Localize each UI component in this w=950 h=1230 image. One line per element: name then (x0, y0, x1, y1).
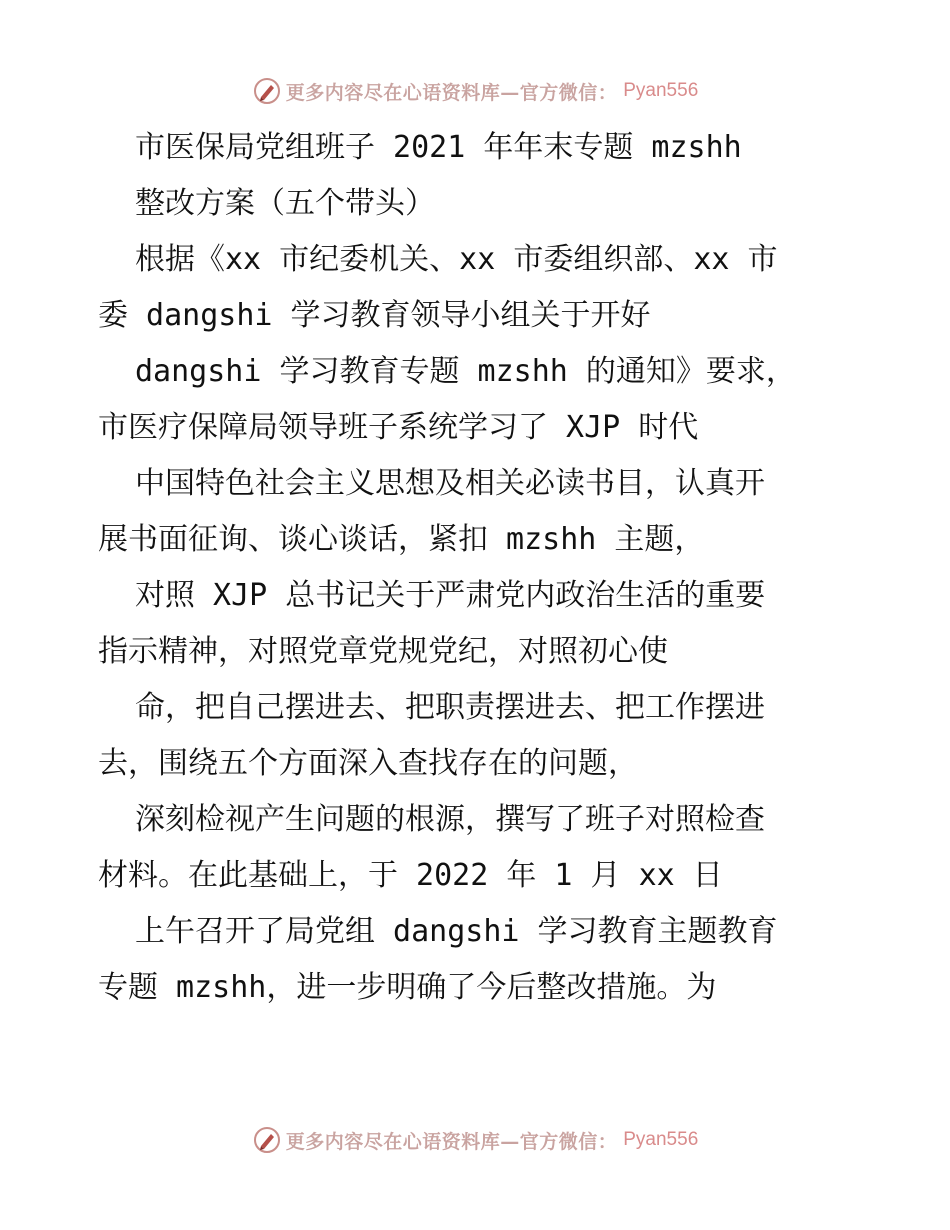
doc-line-1: 市医保局党组班子 2021 年年末专题 mzshh (135, 130, 742, 165)
doc-line-6: 市医疗保障局领导班子系统学习了 XJP 时代 (98, 410, 699, 445)
pen-nib-logo-icon (252, 76, 282, 106)
watermark-brand-text: 更多内容尽在心语资料库—官方微信： (285, 1130, 618, 1153)
doc-line-15: 上午召开了局党组 dangshi 学习教育主题教育 (135, 914, 778, 949)
doc-line-7: 中国特色社会主义思想及相关必读书目，认真开 (135, 466, 765, 501)
doc-line-4: 委 dangshi 学习教育领导小组关于开好 (98, 298, 651, 333)
doc-line-14: 材料。在此基础上，于 2022 年 1 月 xx 日 (98, 858, 723, 893)
doc-line-10: 指示精神，对照党章党规党纪，对照初心使 (98, 634, 668, 669)
doc-line-11: 命，把自己摆进去、把职责摆进去、把工作摆进 (135, 690, 765, 725)
doc-line-9: 对照 XJP 总书记关于严肃党内政治生活的重要 (135, 578, 766, 613)
document-body (98, 120, 868, 1016)
doc-line-5: dangshi 学习教育专题 mzshh 的通知》要求， (135, 354, 796, 389)
doc-line-16: 专题 mzshh，进一步明确了今后整改措施。为 (98, 970, 717, 1005)
doc-line-12: 去，围绕五个方面深入查找存在的问题， (98, 746, 638, 781)
doc-line-8: 展书面征询、谈心谈话，紧扣 mzshh 主题， (98, 522, 705, 557)
header-watermark (0, 76, 950, 106)
doc-line-2: 整改方案（五个带头） (135, 186, 435, 221)
footer-watermark (0, 1125, 950, 1155)
watermark-brand-text: 更多内容尽在心语资料库—官方微信： (285, 81, 618, 104)
doc-line-3: 根据《xx 市纪委机关、xx 市委组织部、xx 市 (135, 242, 778, 277)
watermark-account-text: Pyan556 (623, 1129, 699, 1150)
doc-line-13: 深刻检视产生问题的根源，撰写了班子对照检查 (135, 802, 765, 837)
pen-nib-logo-icon (252, 1125, 282, 1155)
watermark-account-text: Pyan556 (623, 80, 699, 101)
